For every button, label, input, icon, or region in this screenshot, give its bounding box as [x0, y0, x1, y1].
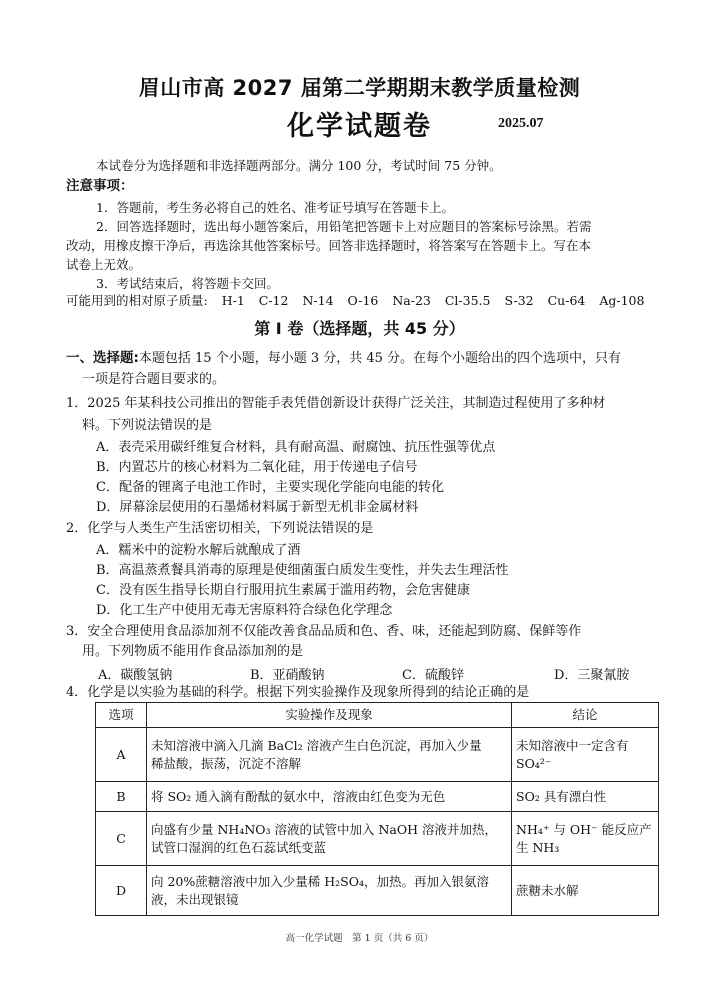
atomic-masses: [66, 291, 654, 309]
q2-option: D．化工生产中使用无毒无害原料符合绿色化学理念: [96, 603, 393, 618]
conclusion-line: SO₂ 具有漂白性: [516, 788, 607, 804]
operation-line: 将 SO₂ 通入滴有酚酞的氨水中，溶液由红色变为无色: [151, 788, 446, 804]
notice-line: 2．回答选择题时，选出每小题答案后，用铅笔把答题卡上对应题目的答案标号涂黑。若需: [96, 219, 592, 234]
table-row: [96, 866, 659, 916]
atomic-mass-item: N-14: [302, 293, 334, 308]
q2-option: C．没有医生指导长期自行服用抗生素属于滥用药物，会危害健康: [96, 583, 470, 598]
q1-option: A．表壳采用碳纤维复合材料，具有耐高温、耐腐蚀、抗压性强等优点: [96, 440, 496, 455]
atomic-mass-item: C-12: [258, 293, 289, 308]
table-row: [96, 728, 659, 782]
operation-line: 液，未出现银镜: [151, 891, 239, 907]
atomic-mass-item: Ag-108: [599, 293, 645, 308]
operation-line: 稀盐酸，振荡，沉淀不溶解: [151, 755, 302, 771]
table-header: 实验操作及现象: [147, 703, 512, 728]
table-header: 结论: [512, 703, 659, 728]
conclusion-line: 生 NH₃: [516, 839, 560, 855]
q1-option: D．屏幕涂层使用的石墨烯材料属于新型无机非金属材料: [96, 500, 419, 515]
section1-text: 本题包括 15 个小题，每小题 3 分，共 45 分。在每个小题给出的四个选项中，只有: [138, 351, 622, 366]
notice-heading: 注意事项：: [66, 178, 134, 194]
atomic-mass-item: H-1: [221, 293, 245, 308]
conclusion-line: 未知溶液中一定含有: [516, 737, 629, 753]
conclusion-line: 蔗糖未水解: [516, 882, 579, 898]
atomic-mass-item: S-32: [504, 293, 534, 308]
table-row: [96, 782, 659, 812]
conclusion-line: NH₄⁺ 与 OH⁻ 能反应产: [516, 821, 652, 837]
atomic-masses-label: 可能用到的相对原子质量:: [66, 293, 208, 308]
q4-stem: 4．化学是以实验为基础的科学。根据下列实验操作及现象所得到的结论正确的是: [66, 685, 530, 700]
conclusion-line: SO₄²⁻: [516, 755, 552, 771]
section-title: 第 I 卷（选择题，共 45 分）: [254, 319, 465, 338]
exam-date: 2025.07: [498, 116, 544, 131]
section1-line1: [66, 348, 621, 369]
table-header-row: [96, 703, 659, 728]
q3-stem: 3．安全合理使用食品添加剂不仅能改善食品品质和色、香、味，还能起到防腐、保鲜等作: [66, 624, 582, 639]
page-footer: 高一化学试题 第 1 页（共 6 页）: [285, 933, 434, 944]
operation-line: 未知溶液中滴入几滴 BaCl₂ 溶液产生白色沉淀，再加入少量: [151, 737, 482, 753]
subject-title: 化学试题卷: [287, 111, 432, 142]
q2-stem: 2．化学与人类生产生活密切相关，下列说法错误的是: [66, 521, 374, 536]
exam-title: 眉山市高 2027 届第二学期期末教学质量检测: [138, 76, 581, 100]
q2-option: A．糯米中的淀粉水解后就酿成了酒: [96, 543, 301, 558]
operation-line: 向 20%蔗糖溶液中加入少量稀 H₂SO₄，加热。再加入银氨溶: [151, 873, 489, 889]
q3-option: A．碳酸氢钠: [98, 668, 173, 683]
q1-option: C．配备的锂离子电池工作时，主要实现化学能向电能的转化: [96, 480, 444, 495]
atomic-mass-item: Na-23: [392, 293, 431, 308]
q3-stem: 用。下列物质不能用作食品添加剂的是: [82, 644, 304, 659]
q1-option: B．内置芯片的核心材料为二氧化硅，用于传递电子信号: [96, 460, 418, 475]
operation-line: 试管口湿润的红色石蕊试纸变蓝: [151, 839, 327, 855]
q3-option: C．硫酸锌: [402, 668, 464, 683]
q1-stem: 料。下列说法错误的是: [82, 418, 213, 433]
table-row: [96, 812, 659, 866]
row-option: C: [96, 812, 147, 866]
section1-line2: 一项是符合题目要求的。: [82, 372, 226, 387]
section1-heading: 一、选择题:: [66, 350, 139, 366]
atomic-mass-item: Cu-64: [547, 293, 586, 308]
row-operation: [147, 812, 512, 866]
row-conclusion: [512, 782, 659, 812]
row-conclusion: [512, 728, 659, 782]
q3-option: D．三聚氰胺: [554, 668, 630, 683]
experiment-table: [95, 702, 659, 916]
row-operation: [147, 866, 512, 916]
row-conclusion: [512, 812, 659, 866]
notice-line: 3．考试结束后，将答题卡交回。: [96, 276, 279, 291]
intro-text: 本试卷分为选择题和非选择题两部分。满分 100 分，考试时间 75 分钟。: [96, 158, 502, 173]
q2-option: B．高温蒸煮餐具消毒的原理是使细菌蛋白质发生变性，并失去生理活性: [96, 563, 509, 578]
row-operation: [147, 728, 512, 782]
notice-line: 试卷上无效。: [66, 257, 142, 272]
notice-line: 1．答题前，考生务必将自己的姓名、准考证号填写在答题卡上。: [96, 200, 454, 215]
row-option: B: [96, 782, 147, 812]
row-conclusion: [512, 866, 659, 916]
row-option: A: [96, 728, 147, 782]
atomic-mass-item: O-16: [347, 293, 379, 308]
q3-options: [98, 664, 706, 683]
table-header: 选项: [96, 703, 147, 728]
row-option: D: [96, 866, 147, 916]
atomic-mass-item: Cl-35.5: [444, 293, 491, 308]
notice-line: 改动，用橡皮擦干净后，再选涂其他答案标号。回答非选择题时，将答案写在答题卡上。写在本: [66, 238, 592, 253]
operation-line: 向盛有少量 NH₄NO₃ 溶液的试管中加入 NaOH 溶液并加热，: [151, 821, 497, 837]
row-operation: [147, 782, 512, 812]
q3-option: B．亚硝酸钠: [250, 668, 325, 683]
q1-stem: 1．2025 年某科技公司推出的智能手表凭借创新设计获得广泛关注，其制造过程使用了多种材: [66, 396, 606, 411]
